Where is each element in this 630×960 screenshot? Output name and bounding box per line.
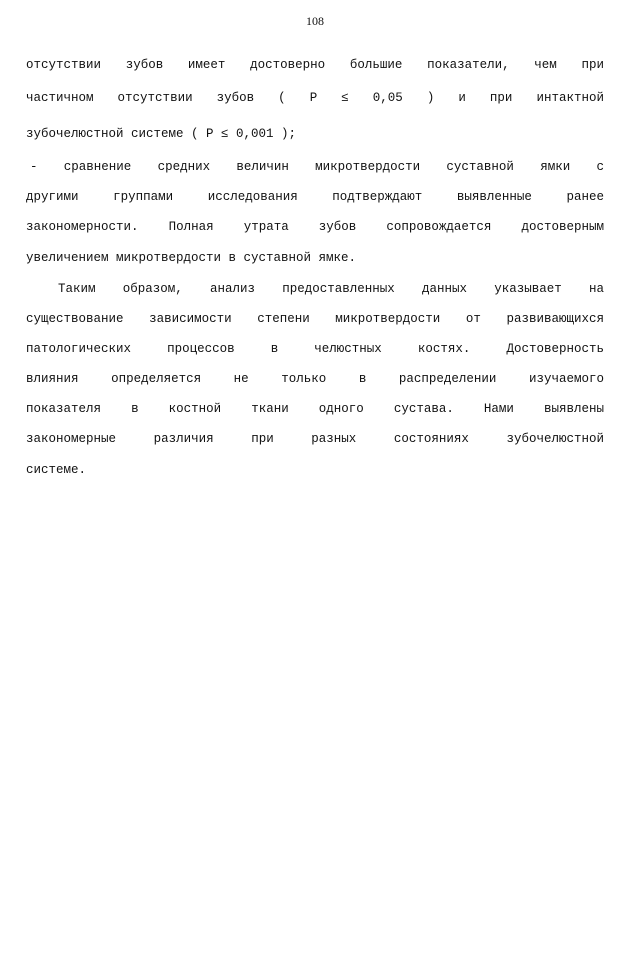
text-line: влияния определяется не только в распределении изучаемого	[26, 372, 604, 386]
text-line: частичном отсутствии зубов ( P ≤ 0,05 ) и при интактной	[26, 91, 604, 105]
text-line: Таким образом, анализ предоставленных данных указывает на	[58, 282, 604, 296]
text-line: закономерные различия при разных состояниях зубочелюстной	[26, 432, 604, 446]
text-line: другими группами исследования подтверждают выявленные ранее	[26, 190, 604, 204]
text-line: закономерности. Полная утрата зубов сопровождается достоверным	[26, 220, 604, 234]
page-number: 108	[306, 14, 324, 28]
text-line: отсутствии зубов имеет достоверно большие показатели, чем при	[26, 58, 604, 72]
text-line: увеличением микротвердости в суставной ямке.	[26, 251, 357, 265]
text-line: патологических процессов в челюстных костях. Достоверность	[26, 342, 604, 356]
text-line: существование зависимости степени микротвердости от развивающихся	[26, 312, 604, 326]
text-line: зубочелюстной системе ( P ≤ 0,001 );	[26, 127, 297, 141]
text-line: системе.	[26, 463, 87, 477]
text-line: показателя в костной ткани одного сустава. Нами выявлены	[26, 402, 604, 416]
text-line: - сравнение средних величин микротвердости суставной ямки с	[30, 160, 604, 174]
